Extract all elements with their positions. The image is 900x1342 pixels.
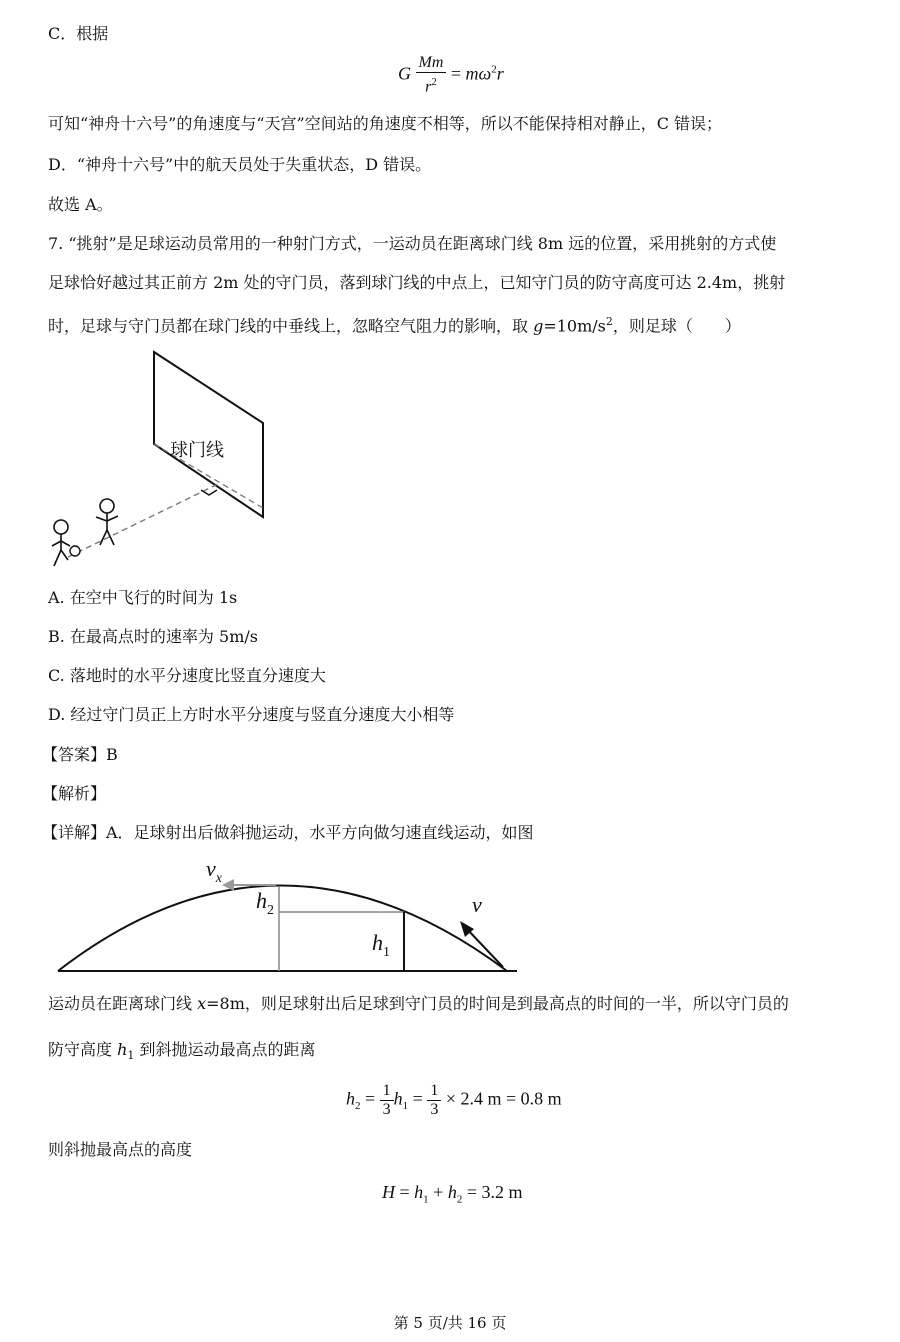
vx-label: $v_x$ xyxy=(206,856,222,886)
fraction: $\frac{Mm}{r^2}$ xyxy=(416,54,447,96)
detail-line: 【详解】A．足球射出后做斜抛运动，水平方向做匀速直线运动，如图 xyxy=(42,823,534,842)
choice-statement: 故选 A。 xyxy=(48,195,113,214)
h2-formula: $h_2$ = $\frac{1}{3}$ $h_1$ = $\frac{1}{3}$ × 2.4 m = 0.8 m xyxy=(346,1082,562,1118)
then-line: 则斜抛最高点的高度 xyxy=(48,1140,193,1159)
v-label: v xyxy=(472,892,482,917)
option-d: D. 经过守门员正上方时水平分速度与竖直分速度大小相等 xyxy=(48,705,455,724)
option-b: B. 在最高点时的速率为 5m/s xyxy=(48,627,258,646)
h1-label: $h_1$ xyxy=(372,930,390,960)
gravitation-formula: G $\frac{Mm}{r^2}$ = $m\omega^2r$ xyxy=(398,54,504,96)
answer-label: 【答案】B xyxy=(42,745,118,764)
option-a: A. 在空中飞行的时间为 1s xyxy=(48,588,238,607)
analysis-label: 【解析】 xyxy=(42,784,107,803)
paragraph-line-2: 防守高度 $h_1$ 到斜抛运动最高点的距离 xyxy=(48,1040,316,1063)
paragraph-line-1: 运动员在距离球门线 x=8m，则足球射出后足球到守门员的时间是到最高点的时间的一半，所以守门员的 xyxy=(48,994,789,1013)
option-c: C. 落地时的水平分速度比竖直分速度大 xyxy=(48,666,326,685)
height-formula: $H = h_1 + h_2 = 3.2$ m xyxy=(382,1182,523,1206)
question-7-line-2: 足球恰好越过其正前方 2m 处的守门员，落到球门线的中点上，已知守门员的防守高度可达 2.4m，挑射 xyxy=(48,273,786,292)
page-footer: 第 5 页/共 16 页 xyxy=(393,1314,507,1332)
option-c-explanation: 可知“神舟十六号”的角速度与“天宫”空间站的角速度不相等，所以不能保持相对静止，C 错误； xyxy=(48,114,723,133)
trajectory-curve xyxy=(58,886,507,972)
question-7-line-1: 7. “挑射”是足球运动员常用的一种射门方式，一运动员在距离球门线 8m 远的位置，采用挑射的方式使 xyxy=(48,234,777,253)
option-c-heading: C．根据 xyxy=(48,24,109,43)
question-7-line-3: 时，足球与守门员都在球门线的中垂线上，忽略空气阻力的影响，取 $g=10m/s^2$，则足球（ ） xyxy=(48,315,741,336)
goal-line-label: 球门线 xyxy=(170,440,224,461)
option-d-explanation: D．“神舟十六号”中的航天员处于失重状态，D 错误。 xyxy=(48,155,432,174)
h2-label: $h_2$ xyxy=(256,888,274,918)
